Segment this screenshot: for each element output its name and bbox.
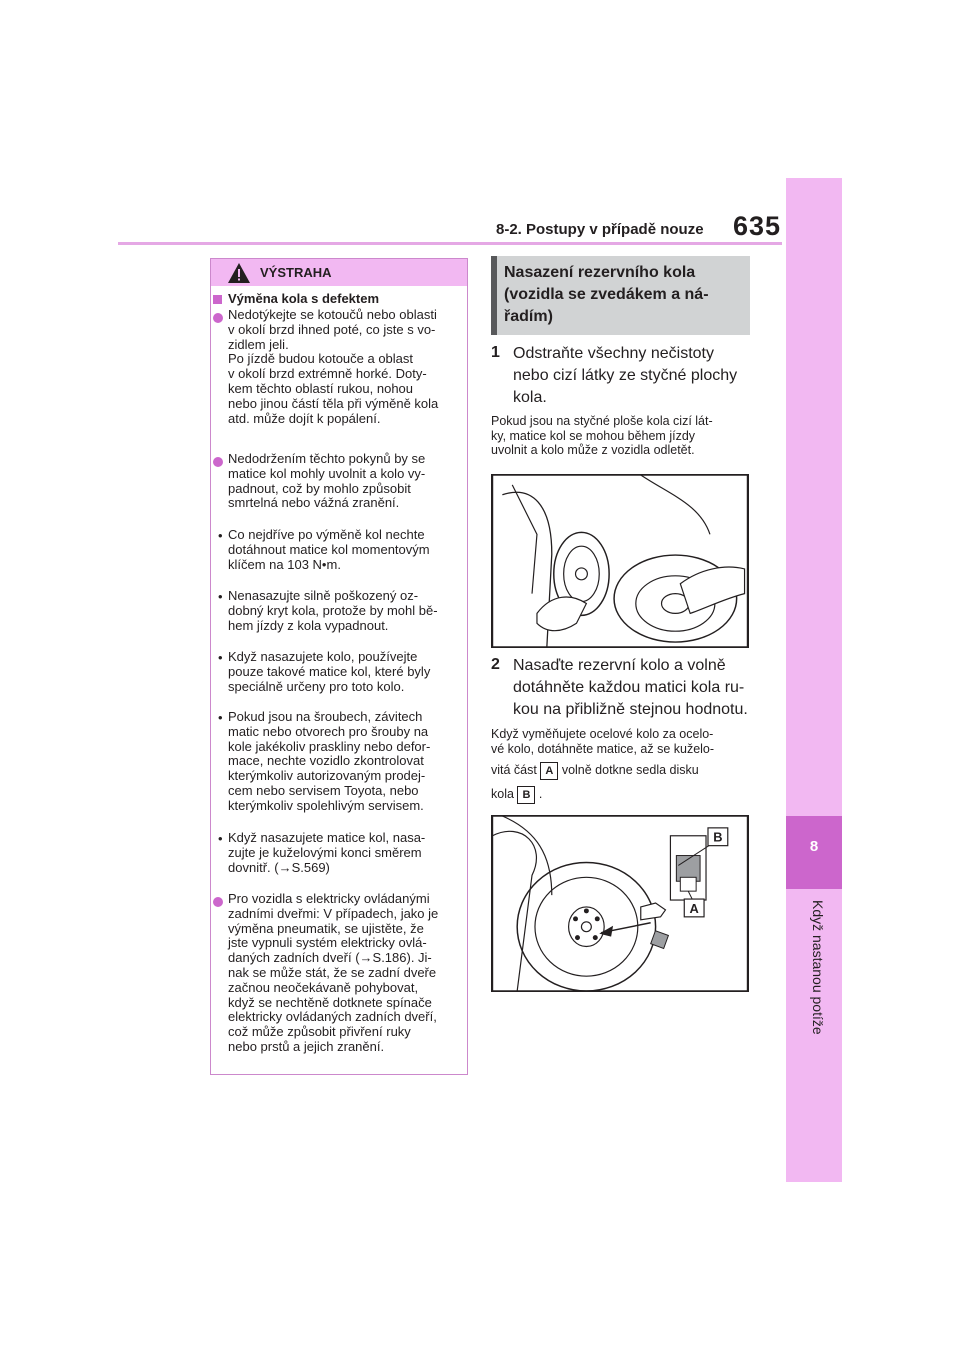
step-note-line bbox=[491, 786, 542, 804]
note-text: volně dotkne sedla disku bbox=[561, 763, 699, 777]
warning-subitem: Když nasazujete kolo, používejte pouze takové matice kol, které byly speciálně určeny pro toto kolo. bbox=[228, 649, 431, 694]
section-title: 8-2. Postupy v případě nouze bbox=[496, 221, 704, 238]
step-note-line bbox=[491, 762, 699, 780]
section-heading: Nasazení rezervního kola (vozidla se zvedákem a ná- řadím) bbox=[504, 264, 709, 325]
square-bullet-icon bbox=[213, 295, 222, 304]
round-bullet-icon bbox=[213, 457, 223, 467]
figure-mount-wheel bbox=[491, 815, 749, 992]
label-b-icon: B bbox=[517, 786, 535, 804]
label-a-icon: A bbox=[540, 762, 558, 780]
bullet-mark: • bbox=[218, 710, 223, 725]
step-text: Odstraňte všechny nečistoty nebo cizí látky ze styčné plochy kola. bbox=[513, 345, 738, 406]
warning-subitem: Pokud jsou na šroubech, závitech matic nebo otvorech pro šrouby na kole jakékoliv praskliny nebo defor- mace, nechte vozidlo zkontrolovat kterýmkoliv autorizovaným prodej- cem nebo servisem Toyota, nebo kterýmkoliv spolehlivým servisem. bbox=[228, 709, 431, 813]
note-text: . bbox=[538, 787, 543, 801]
warning-triangle-icon bbox=[227, 262, 251, 284]
round-bullet-icon bbox=[213, 313, 223, 323]
chapter-number: 8 bbox=[809, 838, 819, 855]
step-note: Pokud jsou na styčné ploše kola cizí lát- ky, matice kol se mohou během jízdy uvolnit a kolo může z vozidla odletět. bbox=[491, 414, 713, 457]
figure-label-a: A bbox=[689, 900, 699, 916]
warning-title: VÝSTRAHA bbox=[260, 265, 332, 280]
bullet-mark: • bbox=[218, 528, 223, 543]
page-number: 635 bbox=[733, 211, 782, 241]
step-note: Když vyměňujete ocelové kolo za ocelo- vé kolo, dotáhněte matice, až se kuželo- bbox=[491, 727, 715, 756]
figure-clean-hub bbox=[491, 474, 749, 648]
warning-heading: Výměna kola s defektem bbox=[228, 291, 380, 306]
warning-subitem: Když nasazujete matice kol, nasa- zujte je kuželovými konci směrem dovnitř. (→S.569) bbox=[228, 830, 426, 875]
warning-subitem: Nenasazujte silně poškozený oz- dobný kryt kola, protože by mohl bě- hem jízdy z kola vypadnout. bbox=[228, 588, 438, 633]
section-heading-bar bbox=[491, 256, 497, 335]
note-text: kola bbox=[491, 787, 514, 801]
step-number: 2 bbox=[491, 656, 500, 673]
chapter-name: Když nastanou potíže bbox=[810, 900, 826, 1035]
figure-label-b: B bbox=[713, 829, 723, 845]
bullet-mark: • bbox=[218, 831, 223, 846]
warning-item: Nedodržením těchto pokynů by se matice kol mohly uvolnit a kolo vy- padnout, což by mohlo způsobit smrtelná nebo vážná zranění. bbox=[228, 451, 426, 511]
warning-item: Pro vozidla s elektricky ovládanými zadními dveřmi: V případech, jako je výměna pneumatik, se ujistěte, že jste vypnuli systém elektricky ovlá- daných zadních dveří (→S.186). Ji- nak se může stát, že se zadní dveře začnou neočekávaně pohybovat, když se nechtěně dotknete spínače elektricky ovládaných zadních dveří, což může způsobit přivření ruky nebo prstů a jejich zranění. bbox=[228, 891, 439, 1054]
bullet-mark: • bbox=[218, 650, 223, 665]
warning-item: Nedotýkejte se kotoučů nebo oblasti v okolí brzd ihned poté, co jste s vo- zidlem jeli. Po jízdě budou kotouče a oblast v okolí brzd extrémně horké. Doty- kem těchto oblastí rukou, nohou nebo jinou částí těla při výměně kola atd. může dojít k popálení. bbox=[228, 307, 439, 426]
step-text: Nasaďte rezervní kolo a volně dotáhněte každou matici kola ru- kou na přibližně stejnou hodnotu. bbox=[513, 657, 748, 718]
round-bullet-icon bbox=[213, 897, 223, 907]
step-number: 1 bbox=[491, 344, 500, 361]
header-rule bbox=[118, 242, 782, 245]
note-text: vitá část bbox=[491, 763, 537, 777]
bullet-mark: • bbox=[218, 589, 223, 604]
warning-subitem: Co nejdříve po výměně kol nechte dotáhnout matice kol momentovým klíčem na 103 N•m. bbox=[228, 527, 430, 572]
